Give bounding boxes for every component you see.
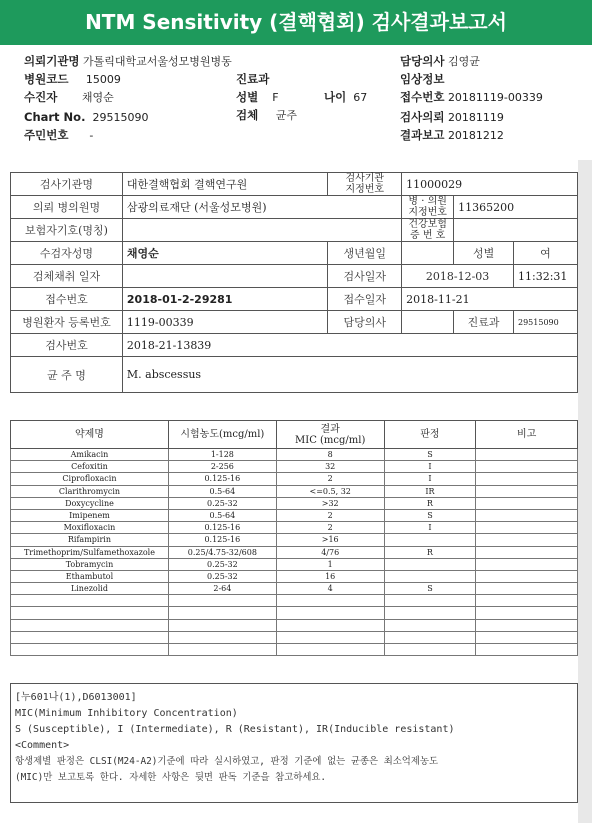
collector-label: 수진자	[24, 90, 58, 104]
test-date-label: 검사일자	[328, 265, 402, 288]
table-cell: 0.25/4.75-32/608	[168, 546, 276, 558]
table-cell	[276, 607, 384, 619]
lab-info-table	[10, 172, 578, 393]
table-row	[11, 449, 578, 461]
code-label: 병원코드	[24, 72, 69, 86]
patient-value: 채영순	[122, 242, 327, 265]
rrn-value: -	[89, 129, 94, 142]
table-cell	[476, 546, 578, 558]
table-cell	[476, 497, 578, 509]
table-cell: 2	[276, 509, 384, 521]
table-cell: 4	[276, 583, 384, 595]
report-value: 20181212	[447, 129, 504, 142]
table-cell	[276, 595, 384, 607]
lab-value: 대한결핵협회 결핵연구원	[122, 173, 327, 196]
doctor-label: 담당의사	[400, 54, 445, 68]
table-cell	[276, 644, 384, 656]
sex-value: 여	[514, 242, 578, 265]
table-cell	[476, 534, 578, 546]
table-cell	[276, 631, 384, 643]
table-cell	[476, 461, 578, 473]
drug-sensitivity-table	[10, 420, 578, 656]
table-cell: S	[384, 583, 476, 595]
scan-edge	[578, 160, 592, 823]
table-cell	[11, 619, 169, 631]
table-cell: Tobramycin	[11, 558, 169, 570]
table-cell: 0.5-64	[168, 485, 276, 497]
institution-label: 의뢰기관명	[24, 54, 80, 68]
receipt-no-label: 접수번호	[11, 288, 123, 311]
table-cell: Cefoxitin	[11, 461, 169, 473]
table-cell: Trimethoprim/Sulfamethoxazole	[11, 546, 169, 558]
reg-no-value: 1119-00339	[122, 311, 327, 334]
table-cell	[11, 644, 169, 656]
receipt-date-value: 2018-11-21	[402, 288, 578, 311]
table-row	[11, 631, 578, 643]
table-cell	[168, 607, 276, 619]
table-cell: Imipenem	[11, 509, 169, 521]
table-cell: Clarithromycin	[11, 485, 169, 497]
lab-no-value: 11000029	[402, 173, 578, 196]
health-label: 건강보험 증 번 호	[402, 219, 454, 242]
comment-box	[10, 683, 578, 803]
receipt-no-value: 2018-01-2-29281	[122, 288, 327, 311]
table-cell: 1-128	[168, 449, 276, 461]
table-row	[11, 497, 578, 509]
table-cell: IR	[384, 485, 476, 497]
table-cell	[476, 619, 578, 631]
table-cell	[476, 644, 578, 656]
table-cell: Amikacin	[11, 449, 169, 461]
table-cell: Linezolid	[11, 583, 169, 595]
table-cell	[384, 644, 476, 656]
doctor-label: 담당의사	[328, 311, 402, 334]
table-row	[11, 461, 578, 473]
clinical-label: 임상정보	[400, 72, 445, 86]
age-value: 67	[353, 91, 368, 104]
comment-heading: <Comment>	[15, 740, 70, 751]
age-label: 나이	[324, 90, 347, 104]
patient-label: 수검자성명	[11, 242, 123, 265]
table-cell: S	[384, 509, 476, 521]
table-cell	[11, 595, 169, 607]
table-cell: 1	[276, 558, 384, 570]
sex-label: 성별	[454, 242, 514, 265]
test-no-value: 2018-21-13839	[122, 334, 577, 357]
table-cell: Ethambutol	[11, 570, 169, 582]
table-cell: 0.5-64	[168, 509, 276, 521]
table-cell: 2-256	[168, 461, 276, 473]
specimen-label: 검체	[236, 108, 259, 122]
table-cell	[276, 619, 384, 631]
table-cell	[476, 509, 578, 521]
table-cell: 0.125-16	[168, 522, 276, 534]
table-cell: R	[384, 497, 476, 509]
table-cell: <=0.5, 32	[276, 485, 384, 497]
table-cell	[384, 558, 476, 570]
table-cell	[384, 570, 476, 582]
test-no-label: 검사번호	[11, 334, 123, 357]
table-cell	[168, 595, 276, 607]
table-cell: Ciprofloxacin	[11, 473, 169, 485]
table-cell: 4/76	[276, 546, 384, 558]
rrn-label: 주민번호	[24, 128, 69, 142]
table-cell	[168, 619, 276, 631]
health-value	[454, 219, 578, 242]
sex-value: F	[272, 91, 279, 104]
strain-value: M. abscessus	[122, 357, 577, 393]
collect-date-label: 검체채취 일자	[11, 265, 123, 288]
table-cell: Doxycycline	[11, 497, 169, 509]
dept-value: 29515090	[514, 311, 578, 334]
lab-label: 검사기관명	[11, 173, 123, 196]
drug-table-body	[11, 449, 578, 656]
table-cell	[11, 631, 169, 643]
column-header: 비고	[476, 421, 578, 449]
reg-no-label: 병원환자 등록번호	[11, 311, 123, 334]
collector-value: 채영순	[81, 91, 114, 104]
hosp-no-label: 병 · 의원 지정번호	[402, 196, 454, 219]
table-cell: 2	[276, 473, 384, 485]
table-cell: 0.25-32	[168, 497, 276, 509]
table-row	[11, 558, 578, 570]
table-row	[11, 644, 578, 656]
strain-label: 균 주 명	[11, 357, 123, 393]
request-label: 검사의뢰	[400, 110, 445, 124]
table-row	[11, 570, 578, 582]
table-row	[11, 546, 578, 558]
table-cell: 2	[276, 522, 384, 534]
collect-date-value	[122, 265, 327, 288]
table-row	[11, 509, 578, 521]
table-cell: >32	[276, 497, 384, 509]
table-header-row	[11, 421, 578, 449]
table-cell	[476, 485, 578, 497]
test-date-value: 2018-12-03	[402, 265, 514, 288]
doctor-value	[402, 311, 454, 334]
insured-label: 보험자기호(명칭)	[11, 219, 123, 242]
comment-mic-def: MIC(Minimum Inhibitory Concentration)	[15, 708, 238, 719]
table-cell	[476, 570, 578, 582]
report-label: 결과보고	[400, 128, 445, 142]
comment-legend: S (Susceptible), I (Intermediate), R (Resistant), IR(Inducible resistant)	[15, 724, 455, 735]
dept-label: 진료과	[454, 311, 514, 334]
lab-no-label: 검사기관 지정번호	[328, 173, 402, 196]
table-row	[11, 473, 578, 485]
table-cell	[476, 607, 578, 619]
table-cell	[384, 631, 476, 643]
test-time-value: 11:32:31	[514, 265, 578, 288]
comment-text-2: (MIC)만 보고토록 한다. 자세한 사항은 뒷면 판독 기준을 참고하세요.	[15, 772, 327, 783]
table-cell: 0.25-32	[168, 558, 276, 570]
comment-code: [누601나(1),D6013001]	[15, 692, 137, 703]
table-cell: I	[384, 473, 476, 485]
table-cell	[168, 631, 276, 643]
report-title: NTM Sensitivity (결핵협회) 검사결과보고서	[0, 0, 592, 45]
table-cell	[11, 607, 169, 619]
req-hosp-label: 의뢰 병의원명	[11, 196, 123, 219]
table-cell	[384, 619, 476, 631]
insured-value	[122, 219, 401, 242]
table-row	[11, 485, 578, 497]
table-cell: 0.125-16	[168, 473, 276, 485]
receipt-date-label: 접수일자	[328, 288, 402, 311]
table-cell: 32	[276, 461, 384, 473]
req-hosp-value: 삼광의료재단 (서울성모병원)	[122, 196, 401, 219]
table-cell: 8	[276, 449, 384, 461]
table-cell: I	[384, 522, 476, 534]
table-cell: Rifampirin	[11, 534, 169, 546]
column-header: 약제명	[11, 421, 169, 449]
table-row	[11, 522, 578, 534]
code-value: 15009	[85, 73, 121, 86]
institution-value: 가톨릭대학교서울성모병원병동	[83, 55, 232, 68]
dept-label: 진료과	[236, 72, 270, 86]
birth-value	[402, 242, 454, 265]
table-cell	[476, 473, 578, 485]
table-row	[11, 619, 578, 631]
doctor-value: 김영균	[447, 55, 480, 68]
chart-label: Chart No.	[24, 110, 86, 124]
column-header: 시험농도(mcg/ml)	[168, 421, 276, 449]
table-cell	[384, 607, 476, 619]
column-header: 판정	[384, 421, 476, 449]
hosp-no-value: 11365200	[454, 196, 578, 219]
table-cell	[384, 595, 476, 607]
table-cell: 2-64	[168, 583, 276, 595]
table-cell: R	[384, 546, 476, 558]
table-cell	[168, 644, 276, 656]
table-cell: S	[384, 449, 476, 461]
table-cell	[476, 583, 578, 595]
table-cell: >16	[276, 534, 384, 546]
table-cell: I	[384, 461, 476, 473]
column-header: 결과 MIC (mcg/ml)	[276, 421, 384, 449]
table-cell	[384, 534, 476, 546]
table-cell: Moxifloxacin	[11, 522, 169, 534]
table-cell	[476, 558, 578, 570]
birth-label: 생년월일	[328, 242, 402, 265]
specimen-value: 균주	[275, 109, 297, 122]
table-row	[11, 607, 578, 619]
table-cell	[476, 522, 578, 534]
table-cell	[476, 595, 578, 607]
request-value: 20181119	[447, 111, 504, 124]
table-cell: 0.125-16	[168, 534, 276, 546]
table-row	[11, 534, 578, 546]
table-cell: 16	[276, 570, 384, 582]
chart-value: 29515090	[92, 111, 149, 124]
table-cell	[476, 631, 578, 643]
table-row	[11, 595, 578, 607]
comment-text-1: 항생제별 판정은 CLSI(M24-A2)기준에 따라 실시하였고, 판정 기준에 없는 균종은 최소억제농도	[15, 756, 439, 767]
sex-label: 성별	[236, 90, 259, 104]
table-row	[11, 583, 578, 595]
table-cell	[476, 449, 578, 461]
receipt-value: 20181119-00339	[447, 91, 543, 104]
receipt-label: 접수번호	[400, 90, 445, 104]
table-cell: 0.25-32	[168, 570, 276, 582]
